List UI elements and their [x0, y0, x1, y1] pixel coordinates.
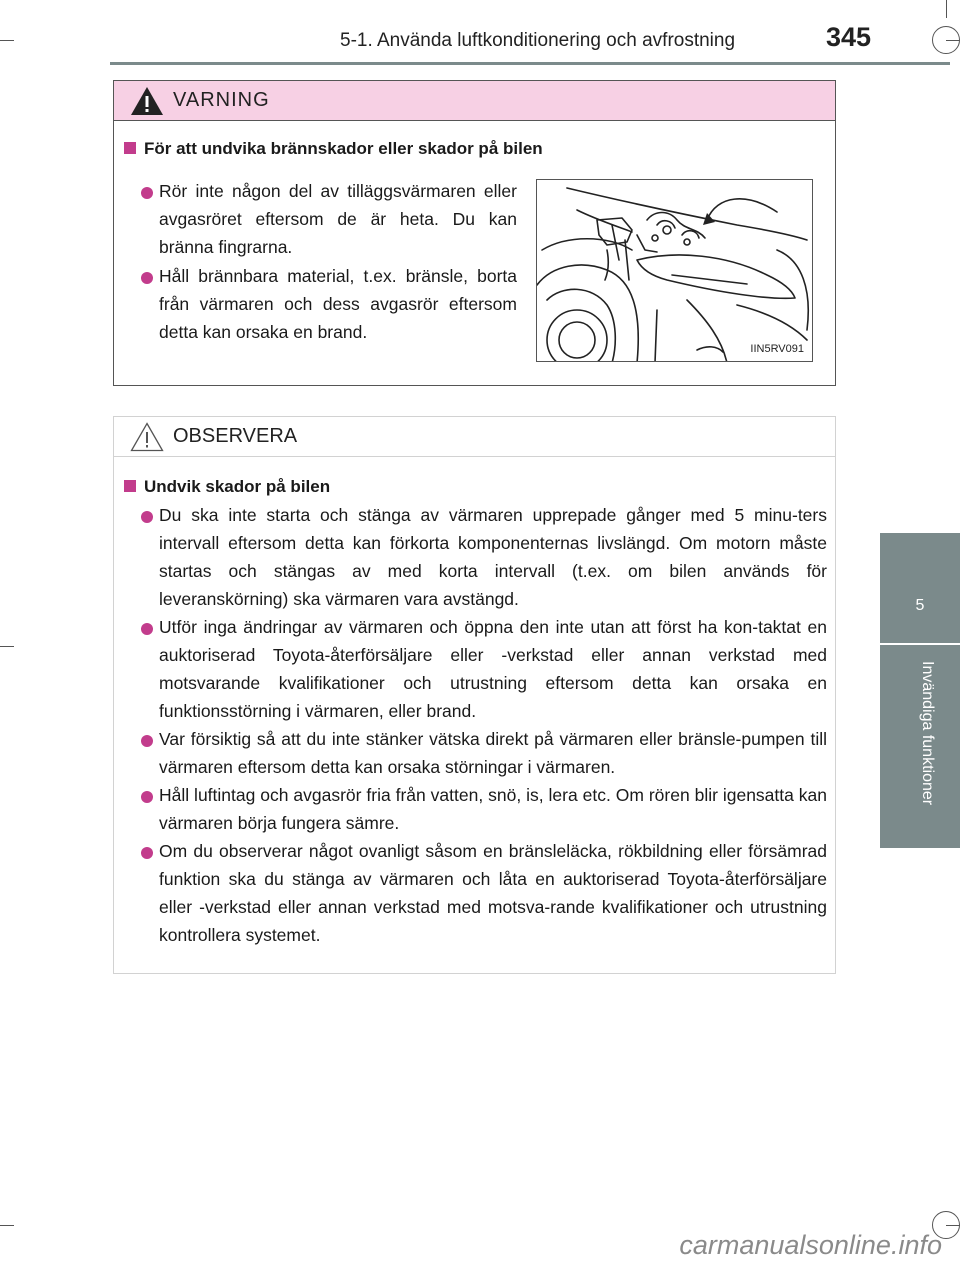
chapter-number: 5 — [915, 597, 925, 614]
notice-bullet-text: Håll luftintag och avgasrör fria från vatten, snö, is, lera etc. Om rören blir igensatta kan värmaren börja fungera sämre. — [159, 785, 827, 833]
square-bullet-icon — [124, 480, 136, 492]
caution-triangle-outline-icon — [130, 422, 164, 452]
bullet-dot-icon — [141, 511, 153, 523]
notice-section-title-text: Undvik skador på bilen — [144, 477, 331, 496]
crop-mark — [0, 40, 14, 41]
crop-mark — [0, 1225, 14, 1226]
notice-label: OBSERVERA — [173, 425, 298, 447]
notice-bullet-text: Var försiktig så att du inte stänker vätska direkt på värmaren eller bränsle-pumpen till värmaren eftersom detta kan orsaka störningar i värmaren. — [159, 729, 827, 777]
bullet-dot-icon — [141, 272, 153, 284]
bullet-dot-icon — [141, 623, 153, 635]
warning-bullet-text: Rör inte någon del av tilläggsvärmaren eller avgasröret eftersom de är heta. Du kan bränna fingrarna. — [159, 181, 517, 257]
illustration-code: IIN5RV091 — [750, 343, 804, 355]
bullet-dot-icon — [141, 735, 153, 747]
chapter-tab-divider — [880, 643, 960, 645]
header-rule — [110, 62, 950, 65]
notice-bullet-text: Om du observerar något ovanligt såsom en bränsleläcka, rökbildning eller försämrad funktion ska du stänga av värmaren och låta en auktoriserad Toyota-återförsäljare eller -verkstad eller annan verkstad med motsva-rande kvalifikationer och utrustning kontrollera systemet. — [159, 841, 827, 945]
warning-header — [114, 81, 835, 121]
chapter-label: Invändiga funktioner — [919, 661, 936, 806]
bullet-dot-icon — [141, 187, 153, 199]
warning-label: VARNING — [173, 89, 270, 111]
bullet-dot-icon — [141, 847, 153, 859]
section-header-title: 5-1. Använda luftkonditionering och avfrostning — [340, 30, 736, 51]
chapter-side-tab — [880, 533, 960, 848]
notice-section-title — [124, 477, 330, 497]
crop-mark — [0, 646, 14, 647]
warning-bullet-text: Håll brännbara material, t.ex. bränsle, borta från värmaren och dess avgasrör eftersom detta kan orsaka en brand. — [159, 266, 517, 342]
car-front-illustration — [537, 180, 813, 362]
registration-mark — [932, 26, 960, 54]
warning-triangle-icon — [130, 86, 164, 116]
square-bullet-icon — [124, 142, 136, 154]
notice-bullet-text: Du ska inte starta och stänga av värmaren upprepade gånger med 5 minu-ters intervall eftersom detta kan förkorta komponenternas livslängd. Om motorn måste startas och stängas av med korta intervall (t.ex. om bilen används för leveranskörning) ska värmaren vara avstängd. — [159, 505, 827, 609]
warning-section-title — [124, 139, 543, 159]
notice-header — [114, 417, 835, 457]
warning-section-title-text: För att undvika brännskador eller skador på bilen — [144, 139, 543, 158]
bullet-dot-icon — [141, 791, 153, 803]
footer-watermark[interactable]: carmanualsonline.info — [679, 1230, 942, 1260]
notice-box — [113, 416, 836, 974]
crop-mark — [946, 0, 947, 18]
heater-exhaust-illustration — [536, 179, 813, 362]
page-number: 345 — [826, 22, 872, 52]
notice-bullet-text: Utför inga ändringar av värmaren och öppna den inte utan att först ha kon-taktat en auktoriserad Toyota-återförsäljare eller -verkstad eller annan verkstad med motsvarande kvalifikationer och utrustning eftersom detta kan orsaka en funktionsstörning i värmaren, eller brand. — [159, 617, 827, 721]
